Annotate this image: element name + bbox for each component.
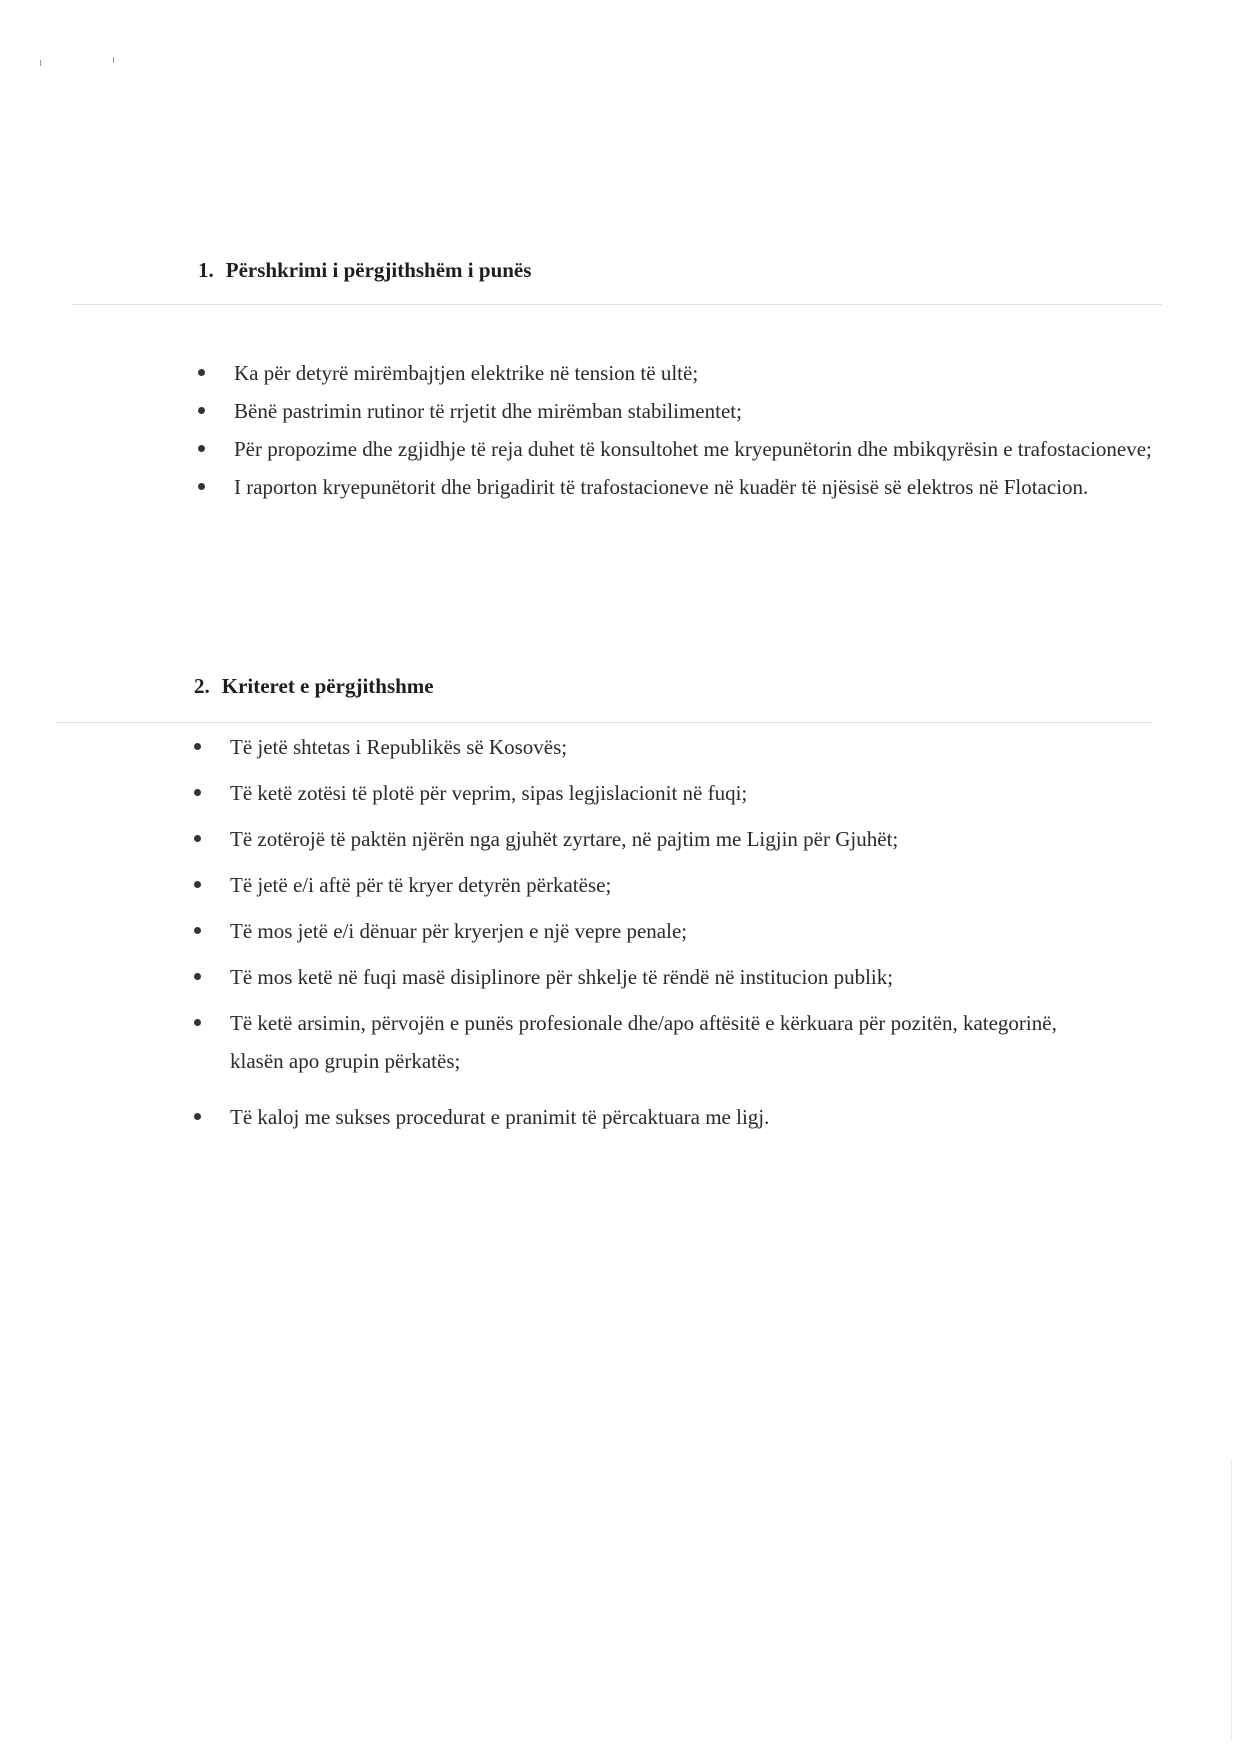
section-2-title — [194, 674, 434, 699]
list-item: Të ketë zotësi të plotë për veprim, sipas legjislacionit në fuqi; — [190, 774, 1090, 812]
section-number: 2. — [194, 674, 210, 698]
list-item: Ka për detyrë mirëmbajtjen elektrike në tension të ultë; — [194, 354, 1154, 392]
list-item: Të mos ketë në fuqi masë disiplinore për shkelje të rëndë në institucion publik; — [190, 958, 1090, 996]
list-item: Të jetë e/i aftë për të kryer detyrën përkatëse; — [190, 866, 1090, 904]
section-number: 1. — [198, 258, 214, 282]
list-item: Të ketë arsimin, përvojën e punës profesionale dhe/apo aftësitë e kërkuara për pozitën, kategorinë, klasën apo grupin përkatës; — [190, 1004, 1090, 1080]
list-item: Bënë pastrimin rutinor të rrjetit dhe mirëmban stabilimentet; — [194, 392, 1154, 430]
page-edge-shadow — [1231, 1460, 1232, 1740]
list-item: I raporton kryepunëtorit dhe brigadirit të trafostacioneve në kuadër të njësisë së elektros në Flotacion. — [194, 468, 1154, 506]
list-item: Të kaloj me sukses procedurat e pranimit të përcaktuara me ligj. — [190, 1098, 1090, 1136]
list-item: Për propozime dhe zgjidhje të reja duhet të konsultohet me kryepunëtorin dhe mbikqyrësin e trafostacioneve; — [194, 430, 1154, 468]
list-item: Të zotërojë të paktën njërën nga gjuhët zyrtare, në pajtim me Ligjin për Gjuhët; — [190, 820, 1090, 858]
list-item: Të mos jetë e/i dënuar për kryerjen e një vepre penale; — [190, 912, 1090, 950]
list-item: Të jetë shtetas i Republikës së Kosovës; — [190, 728, 1090, 766]
section-divider — [56, 722, 1152, 723]
criteria-list — [190, 728, 1090, 1136]
scan-mark — [40, 60, 41, 66]
duties-list — [194, 354, 1154, 506]
section-divider — [72, 304, 1162, 305]
scan-mark — [113, 57, 114, 63]
section-heading: Kriteret e përgjithshme — [221, 674, 434, 698]
section-1-title — [198, 258, 531, 283]
section-heading: Përshkrimi i përgjithshëm i punës — [225, 258, 532, 282]
